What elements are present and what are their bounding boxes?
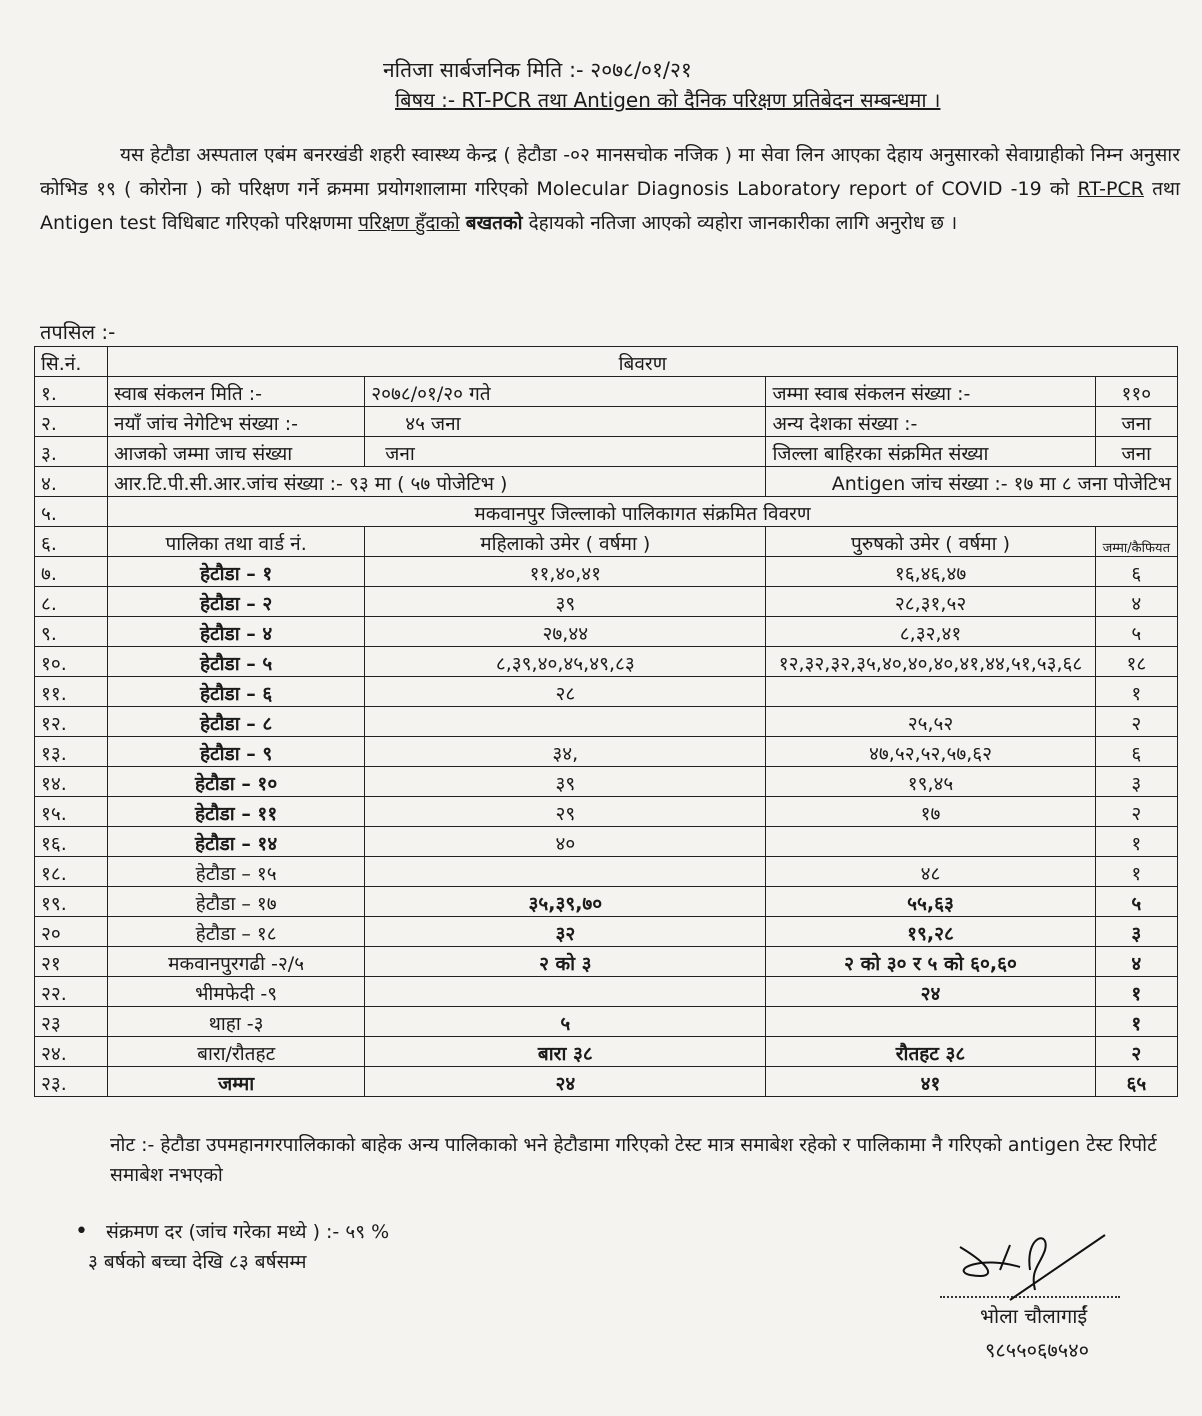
result-publish-date: नतिजा सार्बजनिक मिति :- २०७८/०१/२१ — [383, 58, 692, 82]
cell-total: ६ — [1095, 737, 1177, 767]
cell-sn: १६. — [35, 827, 108, 857]
cell-ward: जम्मा — [108, 1067, 365, 1097]
table-row — [35, 677, 1178, 707]
cell-male: २८,३१,५२ — [766, 587, 1095, 617]
cell-sn: १९. — [35, 887, 108, 917]
cell-male: ४१ — [766, 1067, 1095, 1097]
intro-rtpcr: RT-PCR — [1077, 178, 1144, 200]
cell-sn: ७. — [35, 557, 108, 587]
table-row — [35, 917, 1178, 947]
cell-female: ५ — [365, 1007, 766, 1037]
cell-female: २८ — [365, 677, 766, 707]
cell-female: ३२ — [365, 917, 766, 947]
cell-sn: १५. — [35, 797, 108, 827]
cell-sn: ८. — [35, 587, 108, 617]
row-label: स्वाब संकलन मिति :- — [108, 377, 365, 407]
cell-female: २९ — [365, 797, 766, 827]
cell-ward: थाहा -३ — [108, 1007, 365, 1037]
row-sn: ५. — [35, 497, 108, 527]
row-value: ४५ जना — [365, 407, 766, 437]
table-row — [35, 587, 1178, 617]
cell-sn: ९. — [35, 617, 108, 647]
cell-ward: हेटौडा – १० — [108, 767, 365, 797]
cell-total: १ — [1095, 827, 1177, 857]
cell-sn: २३ — [35, 1007, 108, 1037]
district-title: मकवानपुर जिल्लाको पालिकागत संक्रमित विवरण — [108, 497, 1178, 527]
cell-female — [365, 977, 766, 1007]
row-value: जना — [365, 437, 766, 467]
cell-male: ४८ — [766, 857, 1095, 887]
row-label2: अन्य देशका संख्या :- — [766, 407, 1095, 437]
cell-male: ५५,६३ — [766, 887, 1095, 917]
cell-sn: १३. — [35, 737, 108, 767]
sn-header: सि.नं. — [35, 347, 108, 377]
antigen-count: Antigen जांच संख्या :- १७ मा ८ जना पोजेटिभ — [766, 467, 1178, 497]
row-sn: १. — [35, 377, 108, 407]
cell-ward: भीमफेदी -९ — [108, 977, 365, 1007]
test-count-row — [35, 467, 1178, 497]
row-label2: जिल्ला बाहिरका संक्रमित संख्या — [766, 437, 1095, 467]
table-row — [35, 707, 1178, 737]
cell-female: २ को ३ — [365, 947, 766, 977]
table-header-row — [35, 347, 1178, 377]
cell-total: २ — [1095, 1037, 1177, 1067]
table-row — [35, 1037, 1178, 1067]
table-row — [35, 947, 1178, 977]
cell-male: १२,३२,३२,३५,४०,४०,४०,४१,४४,५१,५३,६८ — [766, 647, 1095, 677]
cell-total: ५ — [1095, 617, 1177, 647]
cell-ward: हेटौडा – ११ — [108, 797, 365, 827]
intro-underlined: परिक्षण हुँदाको — [358, 212, 460, 234]
cell-female: ३५,३९,७० — [365, 887, 766, 917]
summary-row — [35, 377, 1178, 407]
cell-male: २ को ३० र ५ को ६०,६० — [766, 947, 1095, 977]
cell-total: ६ — [1095, 557, 1177, 587]
table-row — [35, 557, 1178, 587]
signatory-phone: ९८५५०६७५४० — [985, 1338, 1089, 1362]
cell-female: ८,३९,४०,४५,४९,८३ — [365, 647, 766, 677]
bullet-icon: • — [75, 1219, 88, 1244]
cell-male: २४ — [766, 977, 1095, 1007]
cell-total: १ — [1095, 857, 1177, 887]
cell-ward: हेटौडा – ८ — [108, 707, 365, 737]
column-header-row — [35, 527, 1178, 557]
row-value2: जना — [1095, 407, 1177, 437]
cell-ward: हेटौडा – ९ — [108, 737, 365, 767]
cell-female: ३४, — [365, 737, 766, 767]
cell-male: १७ — [766, 797, 1095, 827]
infection-rate — [75, 1218, 389, 1244]
row-label2: जम्मा स्वाब संकलन संख्या :- — [766, 377, 1095, 407]
table-row — [35, 1067, 1178, 1097]
cell-total: १ — [1095, 1007, 1177, 1037]
cell-ward: हेटौडा – ४ — [108, 617, 365, 647]
cell-total: ५ — [1095, 887, 1177, 917]
cell-total: ६५ — [1095, 1067, 1177, 1097]
cell-male: ४७,५२,५२,५७,६२ — [766, 737, 1095, 767]
cell-ward: हेटौडा – २ — [108, 587, 365, 617]
cell-sn: १२. — [35, 707, 108, 737]
table-row — [35, 857, 1178, 887]
summary-row — [35, 437, 1178, 467]
report-table — [34, 346, 1178, 1097]
age-range: ३ बर्षको बच्चा देखि ८३ बर्षसम्म — [88, 1251, 307, 1273]
tapasil-label: तपसिल :- — [40, 320, 116, 344]
cell-female: बारा ३८ — [365, 1037, 766, 1067]
table-row — [35, 617, 1178, 647]
row-label: नयाँ जांच नेगेटिभ संख्या :- — [108, 407, 365, 437]
cell-total: ४ — [1095, 947, 1177, 977]
district-title-row — [35, 497, 1178, 527]
cell-sn: २२. — [35, 977, 108, 1007]
table-row — [35, 767, 1178, 797]
cell-female — [365, 857, 766, 887]
cell-male: ८,३२,४१ — [766, 617, 1095, 647]
cell-ward: हेटौडा – १८ — [108, 917, 365, 947]
row-sn: ४. — [35, 467, 108, 497]
cell-sn: १०. — [35, 647, 108, 677]
cell-male — [766, 1007, 1095, 1037]
cell-female: २७,४४ — [365, 617, 766, 647]
ward-rows — [35, 557, 1178, 1097]
cell-ward: हेटौडा – १४ — [108, 827, 365, 857]
cell-ward: हेटौडा – १५ — [108, 857, 365, 887]
col-ward-header: पालिका तथा वार्ड नं. — [108, 527, 365, 557]
note-text: नोट :- हेटौडा उपमहानगरपालिकाको बाहेक अन्य पालिकाको भने हेटौडामा गरिएको टेस्ट मात्र समाबेश रहेको र पालिकामा नै गरिएको antigen टेस्ट रिपोर्ट समाबेश नभएको — [110, 1134, 1157, 1186]
detail-header: बिवरण — [108, 347, 1178, 377]
cell-male: १९,२८ — [766, 917, 1095, 947]
table-row — [35, 887, 1178, 917]
cell-sn: २१ — [35, 947, 108, 977]
cell-male: रौतहट ३८ — [766, 1037, 1095, 1067]
table-row — [35, 797, 1178, 827]
table-row — [35, 827, 1178, 857]
cell-total: १ — [1095, 977, 1177, 1007]
table-row — [35, 1007, 1178, 1037]
cell-total: १८ — [1095, 647, 1177, 677]
cell-male: १६,४६,४७ — [766, 557, 1095, 587]
intro-text-3: देहायको नतिजा आएको व्यहोरा जानकारीका लागि अनुरोध छ । — [528, 212, 958, 234]
intro-text-1: यस हेटौडा अस्पताल एबंम बनरखंडी शहरी स्वास्थ्य केन्द्र ( हेटौडा -०२ मानसचोक नजिक ) मा सेवा लिन आएका देहाय अनुसारको सेवाग्राहीको निम्न अनुसार कोभिड १९ ( कोरोना ) को परिक्षण गर्ने क्रममा प्रयोगशालामा गरिएको Molecular Diagnosis Laboratory report of COVID -19 को — [40, 144, 1180, 200]
rtpcr-count: आर.टि.पी.सी.आर.जांच संख्या :- ९३ मा ( ५७ पोजेटिभ ) — [108, 467, 766, 497]
cell-sn: २० — [35, 917, 108, 947]
cell-female: ३९ — [365, 767, 766, 797]
table-row — [35, 737, 1178, 767]
cell-ward: हेटौडा – १ — [108, 557, 365, 587]
cell-ward: बारा/रौतहट — [108, 1037, 365, 1067]
signature-icon — [940, 1225, 1110, 1305]
cell-total: ४ — [1095, 587, 1177, 617]
signatory-name: भोला चौलागाईं — [980, 1304, 1088, 1328]
cell-total: ३ — [1095, 917, 1177, 947]
cell-ward: हेटौडा – ६ — [108, 677, 365, 707]
cell-sn: २३. — [35, 1067, 108, 1097]
row-value2: ११० — [1095, 377, 1177, 407]
intro-bold: बखतको — [465, 212, 523, 234]
cell-total: १ — [1095, 677, 1177, 707]
row-sn: २. — [35, 407, 108, 437]
table-row — [35, 977, 1178, 1007]
col-total-header: जम्मा/कैफियत — [1095, 527, 1177, 557]
infection-rate-text: संक्रमण दर (जांच गरेका मध्ये ) :- ५९ % — [105, 1221, 390, 1243]
intro-text-2: तथा Antigen test विधिबाट गरिएको परिक्षणमा — [40, 178, 1180, 234]
cell-ward: मकवानपुरगढी -२/५ — [108, 947, 365, 977]
cell-female: ३९ — [365, 587, 766, 617]
row-sn: ६. — [35, 527, 108, 557]
col-male-header: पुरुषको उमेर ( वर्षमा ) — [766, 527, 1095, 557]
col-female-header: महिलाको उमेर ( वर्षमा ) — [365, 527, 766, 557]
cell-sn: २४. — [35, 1037, 108, 1067]
row-value2: जना — [1095, 437, 1177, 467]
cell-ward: हेटौडा – १७ — [108, 887, 365, 917]
cell-total: २ — [1095, 797, 1177, 827]
cell-female: ४० — [365, 827, 766, 857]
cell-female — [365, 707, 766, 737]
table-row — [35, 647, 1178, 677]
signature-line — [940, 1296, 1120, 1298]
cell-total: २ — [1095, 707, 1177, 737]
cell-sn: १८. — [35, 857, 108, 887]
cell-sn: ११. — [35, 677, 108, 707]
cell-female: ११,४०,४१ — [365, 557, 766, 587]
cell-male: २५,५२ — [766, 707, 1095, 737]
row-label: आजको जम्मा जाच संख्या — [108, 437, 365, 467]
summary-row — [35, 407, 1178, 437]
cell-female: २४ — [365, 1067, 766, 1097]
row-value: २०७८/०१/२० गते — [365, 377, 766, 407]
cell-male — [766, 677, 1095, 707]
cell-sn: १४. — [35, 767, 108, 797]
subject-line: बिषय :- RT-PCR तथा Antigen को दैनिक परिक्षण प्रतिबेदन सम्बन्धमा । — [395, 88, 941, 112]
cell-male — [766, 827, 1095, 857]
row-sn: ३. — [35, 437, 108, 467]
cell-total: ३ — [1095, 767, 1177, 797]
cell-male: १९,४५ — [766, 767, 1095, 797]
intro-paragraph — [40, 138, 1180, 240]
cell-ward: हेटौडा – ५ — [108, 647, 365, 677]
